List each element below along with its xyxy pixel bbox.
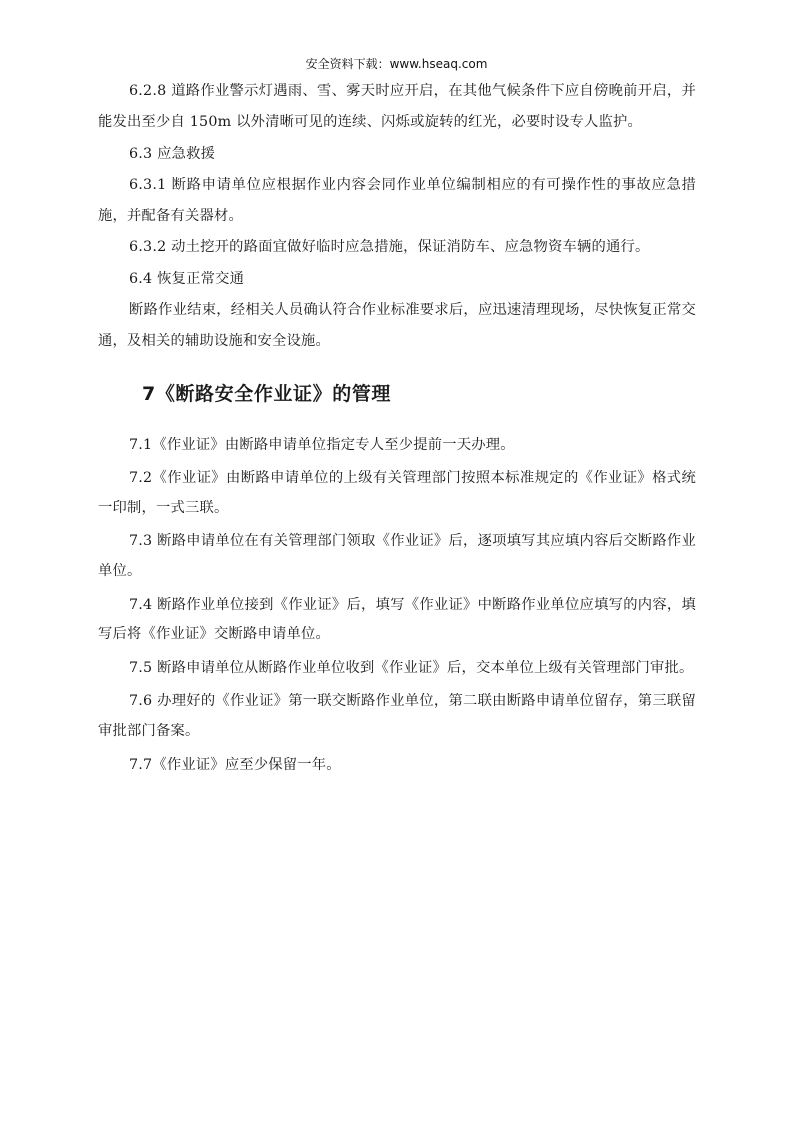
paragraph-7-1: 7.1《作业证》由断路申请单位指定专人至少提前一天办理。 — [129, 436, 515, 453]
paragraph-7-3: 7.3 断路申请单位在有关管理部门领取《作业证》后，逐项填写其应填内容后交断路作业单位。 — [98, 533, 696, 580]
paragraph-6-3-2: 6.3.2 动土挖开的路面宜做好临时应急措施，保证消防车、应急物资车辆的通行。 — [129, 239, 650, 256]
section-6-continued — [98, 76, 696, 358]
paragraph-6-3-1: 6.3.1 断路申请单位应根据作业内容会同作业单位编制相应的有可操作性的事故应急措施，并配备有关器材。 — [98, 176, 696, 225]
heading-6-4: 6.4 恢复正常交通 — [129, 270, 245, 287]
section-7 — [98, 431, 696, 781]
section-7-title: 7《断路安全作业证》的管理 — [142, 382, 392, 405]
paragraph-6-4: 断路作业结束，经相关人员确认符合作业标准要求后，应迅速清理现场，尽快恢复正常交通，及相关的辅助设施和安全设施。 — [98, 302, 696, 350]
paragraph-6-2-8: 6.2.8 道路作业警示灯遇雨、雪、雾天时应开启，在其他气候条件下应自傍晚前开启，并能发出至少自 150m 以外清晰可见的连续、闪烁或旋转的红光，必要时设专人监护。 — [98, 83, 696, 131]
paragraph-7-6: 7.6 办理好的《作业证》第一联交断路作业单位，第二联由断路申请单位留存，第三联留审批部门备案。 — [98, 693, 696, 740]
document-body — [98, 76, 696, 780]
paragraph-7-2: 7.2《作业证》由断路申请单位的上级有关管理部门按照本标准规定的《作业证》格式统一印制，一式三联。 — [98, 470, 696, 516]
page-header: 安全资料下载：www.hseaq.com — [305, 57, 488, 71]
heading-6-3: 6.3 应急救援 — [129, 145, 216, 162]
paragraph-7-4: 7.4 断路作业单位接到《作业证》后，填写《作业证》中断路作业单位应填写的内容，填写后将《作业证》交断路申请单位。 — [98, 596, 696, 643]
paragraph-7-5: 7.5 断路申请单位从断路作业单位收到《作业证》后，交本单位上级有关管理部门审批。 — [129, 659, 694, 676]
paragraph-7-7: 7.7《作业证》应至少保留一年。 — [129, 756, 341, 773]
